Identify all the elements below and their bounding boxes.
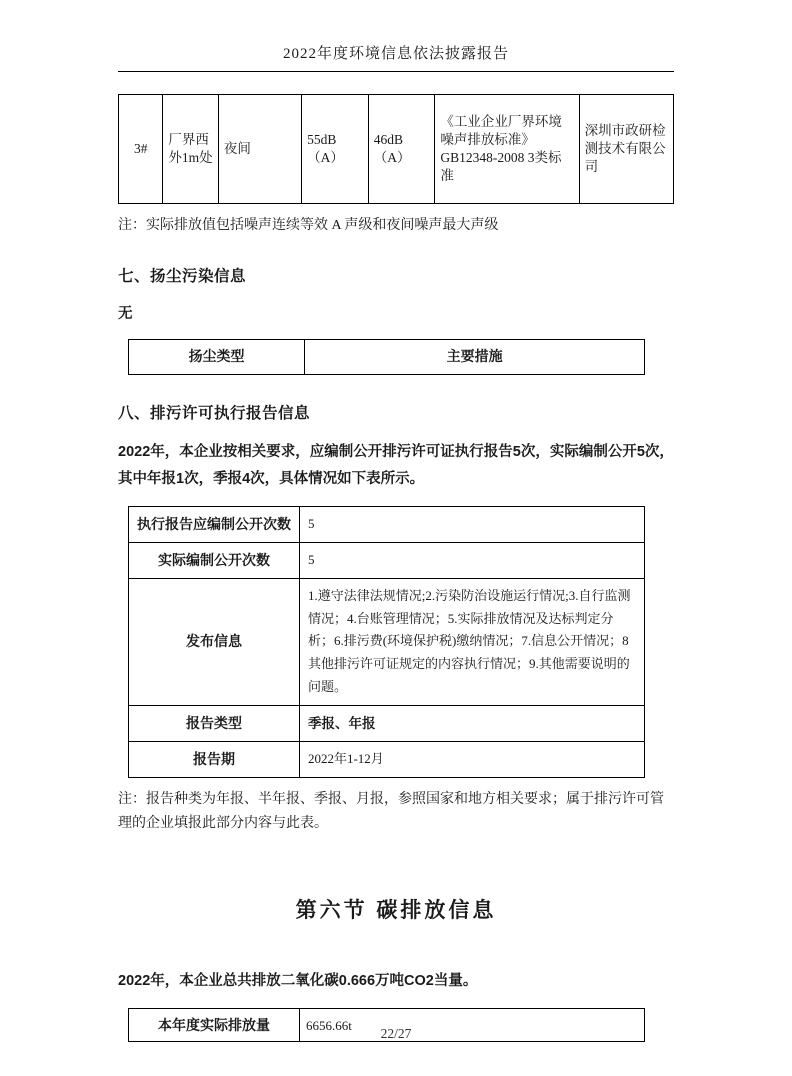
carbon-paragraph: 2022年，本企业总共排放二氧化碳0.666万吨CO2当量。 <box>118 972 478 989</box>
carbon-label-actual-emission: 本年度实际排放量 <box>129 1009 300 1042</box>
permit-label-published-info: 发布信息 <box>129 578 300 705</box>
dust-measure-header: 主要措施 <box>305 339 645 374</box>
page-running-header: 2022年度环境信息依法披露报告 <box>118 42 674 72</box>
permit-value-planned-count: 5 <box>299 507 644 543</box>
carbon-value-actual-emission: 6656.66t <box>299 1009 644 1042</box>
permit-table-note: 注：报告种类为年报、半年报、季报、月报，参照国家和地方相关要求；属于排污许可管理的企业填报此部分内容与此表。 <box>118 792 664 831</box>
noise-period: 夜间 <box>218 95 301 204</box>
table-row <box>119 95 674 204</box>
chapter-title-carbon: 第六节 碳排放信息 <box>295 898 497 922</box>
noise-agency: 深圳市政研检测技术有限公司 <box>579 95 673 204</box>
permit-value-report-type: 季报、年报 <box>299 705 644 742</box>
table-row <box>129 578 645 705</box>
table-header-row <box>129 339 645 374</box>
permit-value-published-info: 1.遵守法律法规情况;2.污染防治设施运行情况;3.自行监测情况；4.台账管理情况；5.实际排放情况及达标判定分析；6.排污费(环境保护税)缴纳情况；7.信息公开情况；8其他排污许可证规定的内容执行情况；9.其他需要说明的问题。 <box>299 578 644 705</box>
permit-report-table <box>128 506 645 778</box>
noise-location: 厂界西外1m处 <box>163 95 219 204</box>
section-heading-permit: 八、排污许可执行报告信息 <box>118 404 311 422</box>
dust-type-table <box>128 339 645 375</box>
table-row <box>129 543 645 579</box>
table-row <box>129 742 645 778</box>
noise-point: 3# <box>119 95 163 204</box>
permit-label-report-type: 报告类型 <box>129 705 300 742</box>
permit-label-report-period: 报告期 <box>129 742 300 778</box>
permit-value-actual-count: 5 <box>299 543 644 579</box>
permit-label-actual-count: 实际编制公开次数 <box>129 543 300 579</box>
table-row <box>129 507 645 543</box>
permit-paragraph: 2022年，本企业按相关要求，应编制公开排污许可证执行报告5次，实际编制公开5次，其中年报1次，季报4次，具体情况如下表所示。 <box>118 443 674 487</box>
table-row <box>129 705 645 742</box>
page-number: 22/27 <box>380 1026 412 1041</box>
noise-standard: 《工业企业厂界环境噪声排放标准》GB12348-2008 3类标准 <box>435 95 579 204</box>
dust-body-text: 无 <box>118 305 133 322</box>
permit-value-report-period: 2022年1-12月 <box>299 742 644 778</box>
noise-night-limit: 46dB（A） <box>368 95 435 204</box>
noise-monitoring-table <box>118 94 674 204</box>
noise-table-note: 注：实际排放值包括噪声连续等效 A 声级和夜间噪声最大声级 <box>118 218 499 233</box>
noise-day-limit: 55dB（A） <box>302 95 369 204</box>
permit-label-planned-count: 执行报告应编制公开次数 <box>129 507 300 543</box>
dust-type-header: 扬尘类型 <box>129 339 305 374</box>
section-heading-dust: 七、扬尘污染信息 <box>118 267 247 285</box>
